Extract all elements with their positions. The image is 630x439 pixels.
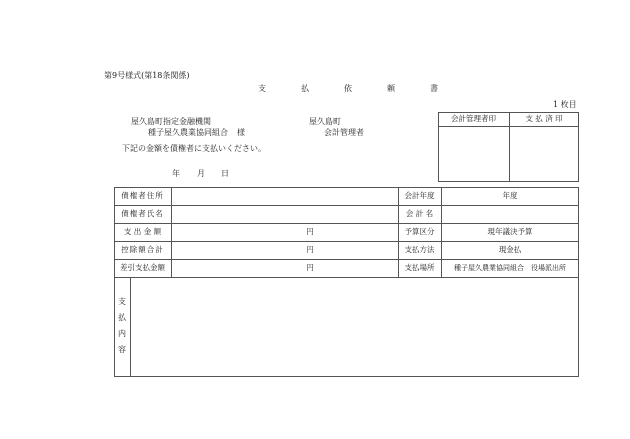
- label-deduction-total: 控除額合計: [121, 245, 164, 254]
- addressee-honorific: 様: [237, 128, 245, 137]
- value-net-payment[interactable]: 円: [306, 263, 314, 272]
- label-creditor-address: 債権者住所: [121, 191, 164, 200]
- date-day: 日: [221, 169, 229, 178]
- date-month: 月: [197, 169, 205, 178]
- label-payment-amount: 支 出 金 額: [123, 227, 162, 236]
- title-char: 書: [430, 84, 438, 93]
- value-payment-amount[interactable]: 円: [306, 227, 314, 236]
- label-account-name: 会 計 名: [405, 209, 434, 218]
- value-deduction-total[interactable]: 円: [306, 245, 314, 254]
- value-payment-place[interactable]: 種子屋久農業協同組合 役場派出所: [454, 264, 566, 272]
- addressee-institution: 屋久島町指定金融機関: [131, 117, 211, 126]
- content-label-char: 内: [118, 329, 126, 338]
- title-char: 頼: [387, 84, 395, 93]
- row-line: [114, 205, 579, 206]
- content-label-char: 払: [118, 313, 126, 322]
- form-number: 第9号様式(第18条関係): [104, 71, 190, 80]
- addressee-union: 種子屋久農業協同組合: [148, 128, 228, 137]
- col-line: [171, 187, 172, 277]
- row-line: [114, 241, 579, 242]
- request-text: 下記の金額を債権者に支払いください。: [122, 144, 266, 153]
- date-year: 年: [172, 169, 180, 178]
- content-label-char: 支: [118, 297, 126, 306]
- value-payment-method[interactable]: 現金払: [498, 245, 522, 254]
- label-payment-method: 支払方法: [404, 245, 435, 254]
- issuer-town: 屋久島町: [309, 117, 341, 126]
- title-char: 払: [301, 84, 309, 93]
- label-fiscal-year: 会計年度: [404, 191, 435, 200]
- value-budget-category[interactable]: 現年議決予算: [487, 227, 533, 236]
- sheet-count: 1 枚目: [553, 100, 577, 109]
- paid-stamp-label: 支 払 済 印: [525, 114, 563, 123]
- payment-content-area[interactable]: [131, 278, 578, 376]
- label-budget-category: 予算区分: [404, 227, 435, 236]
- issuer-role: 会計管理者: [324, 128, 364, 137]
- content-label-char: 容: [118, 345, 126, 354]
- row-line: [114, 259, 579, 260]
- label-net-payment: 差引支払金額: [120, 263, 165, 272]
- value-fiscal-year[interactable]: 年度: [502, 191, 518, 200]
- title-char: 支: [258, 84, 266, 93]
- accountant-seal-label: 会計管理者印: [451, 114, 496, 123]
- label-creditor-name: 債権者氏名: [121, 209, 164, 218]
- title-char: 依: [344, 84, 352, 93]
- label-payment-place: 支払場所: [404, 263, 435, 272]
- row-line: [114, 223, 579, 224]
- document-title: [258, 84, 438, 94]
